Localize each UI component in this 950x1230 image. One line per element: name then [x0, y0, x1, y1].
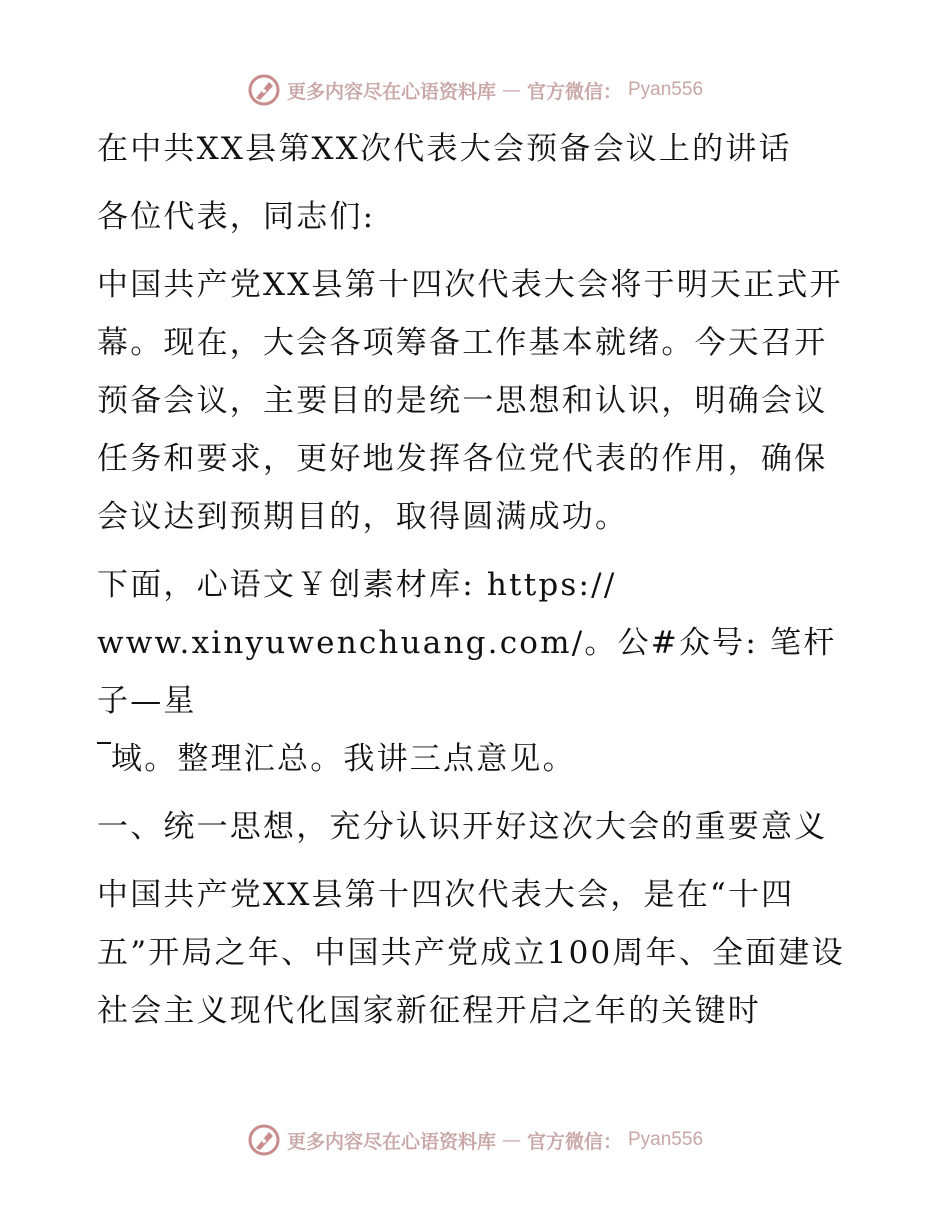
section-heading-1: 一、统一思想，充分认识开好这次大会的重要意义	[97, 809, 828, 845]
banner-label: 官方微信：	[526, 1130, 622, 1153]
salutation: 各位代表，同志们:	[97, 199, 376, 235]
paragraph-source-line-1: 下面，心语文￥创素材库: https://	[97, 567, 617, 603]
paragraph-section-1: 中国共产党XX县第十四次代表大会，是在“十四五”开局之年、中国共产党成立100周年、全面建设社会主义现代化国家新征程开启之年的关键时	[97, 877, 845, 1029]
spacer	[97, 246, 849, 256]
header-watermark-banner	[0, 70, 950, 110]
banner-separator: —	[501, 1129, 521, 1151]
footer-watermark-banner	[0, 1120, 950, 1160]
spacer	[97, 856, 849, 866]
document-title: 在中共XX县第XX次代表大会预备会议上的讲话	[97, 131, 792, 167]
paragraph-opening: 中国共产党XX县第十四次代表大会将于明天正式开幕。现在，大会各项筹备工作基本就绪。今天召开预备会议，主要目的是统一思想和认识，明确会议任务和要求，更好地发挥各位党代表的作用，确保会议达到预期目的，取得圆满成功。	[97, 267, 843, 535]
stray-mark	[97, 742, 111, 744]
spacer	[97, 546, 849, 556]
banner-label: 官方微信：	[526, 80, 622, 103]
banner-text: 更多内容尽在心语资料库	[286, 80, 496, 103]
spacer	[97, 788, 849, 798]
paragraph-source-line-2: www.xinyuwenchuang.com/。公#众号: 笔杆子—星	[97, 625, 837, 719]
paragraph-source-line-3	[97, 730, 849, 788]
banner-separator: —	[501, 79, 521, 101]
pen-nib-logo-icon	[247, 73, 281, 107]
pen-nib-logo-icon	[247, 1123, 281, 1157]
spacer	[97, 178, 849, 188]
banner-text: 更多内容尽在心语资料库	[286, 1130, 496, 1153]
banner-account: Pyan556	[628, 79, 704, 100]
paragraph-source-line-3-text: 域。整理汇总。我讲三点意见。	[111, 741, 576, 777]
document-body	[97, 120, 849, 1040]
banner-account: Pyan556	[628, 1129, 704, 1150]
